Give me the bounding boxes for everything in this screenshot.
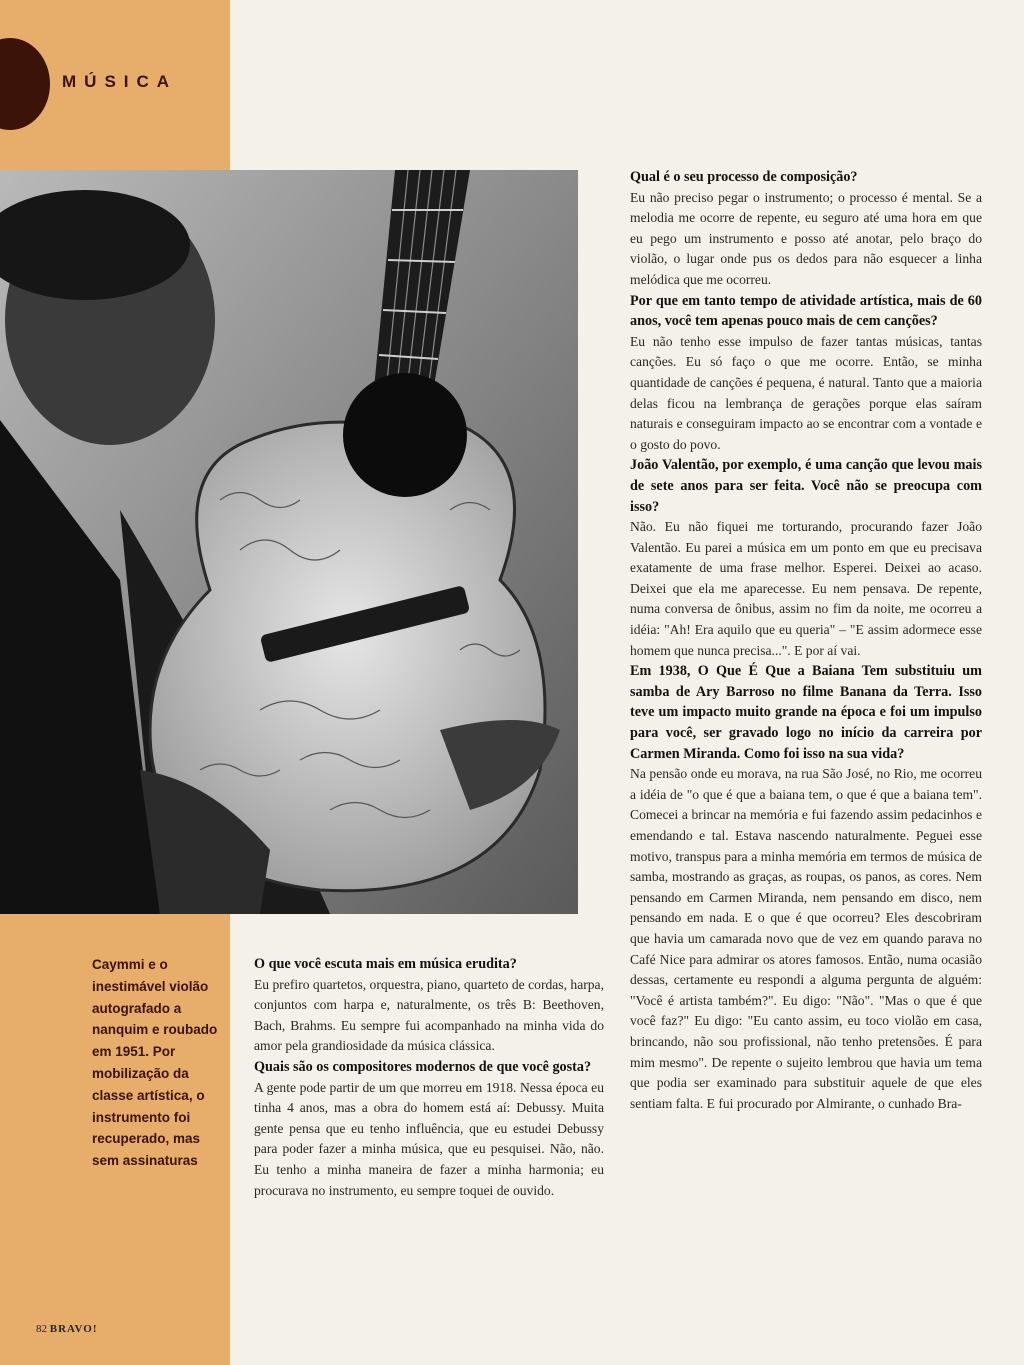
magazine-name: BRAVO! bbox=[49, 1323, 98, 1335]
photo-caymmi-guitar bbox=[0, 170, 578, 914]
page-folio bbox=[36, 1323, 98, 1335]
page-number: 82 bbox=[36, 1323, 47, 1335]
answer: Não. Eu não fiquei me torturando, procurando fazer João Valentão. Eu parei a música em um ponto em que eu precisava exatamente de uma frase melhor. Esperei. Deixei ao acaso. Deixei que ela me aparecesse. Eu nem pensava. De repente, numa conversa de ônibus, assim no fim da noite, me ocorreu a idéia: "Ah! Era aquilo que eu queria" – "E assim adormece esse homem que nunca precisa...". E por aí vai. bbox=[630, 519, 982, 658]
left-text-column bbox=[254, 954, 604, 1201]
answer: Na pensão onde eu morava, na rua São José, no Rio, me ocorreu a idéia de "o que é que a baiana tem, o que é que a baiana tem". Comecei a brincar na memória e fui fazendo assim pedacinhos e emendando e tal. Estava nascendo naturalmente. Peguei esse motivo, transpus para a minha memória em termos de música de samba, mostrando as graças, as roupas, os panos, as cores. Nem pensando em Carmen Miranda, nem pensando em disco, nem pensando em nada. E o que é que ocorreu? Eles descobriram que havia um camarada novo que de vez em quando parava no Café Nice para admirar os atores famosos. Então, numa ocasião dessas, certamente eu respondi a alguma pergunta de alguém: "Você é artista também?". Eu digo: "Não". "Mas o que é que você faz?" Eu digo: "Eu canto assim, eu toco violão em casa, brincando, não sou profissional, não tenho pretensões. É para mim mesmo". De repente o sujeito lembrou que havia um tema que podia ser examinado para substituir aquele de que eles sentiam falta. E fui procurado por Almirante, o cunhado Bra- bbox=[630, 766, 982, 1111]
question: O que você escuta mais em música erudita? bbox=[254, 956, 517, 972]
right-text-column bbox=[630, 167, 982, 1114]
question: Em 1938, O Que É Que a Baiana Tem substituiu um samba de Ary Barroso no filme Banana da Terra. Isso teve um impacto muito grande na época e foi um impulso para você, ser gravado logo no início da carreira por Carmen Miranda. Como foi isso na sua vida? bbox=[630, 663, 982, 762]
section-label: MÚSICA bbox=[62, 72, 178, 91]
question: Qual é o seu processo de composição? bbox=[630, 169, 858, 185]
question: Quais são os compositores modernos de que você gosta? bbox=[254, 1058, 592, 1075]
question: João Valentão, por exemplo, é uma canção que levou mais de sete anos para ser feita. Você não se preocupa com isso? bbox=[630, 457, 982, 515]
question: Por que em tanto tempo de atividade artística, mais de 60 anos, você tem apenas pouco mais de cem canções? bbox=[630, 292, 982, 330]
answer: Eu não tenho esse impulso de fazer tantas músicas, tantas canções. Eu só faço o que me ocorre. Então, se minha quantidade de canções é pequena, é natural. Tanto que a maioria delas ficou na lembrança de gerações porque elas saíram naturais e conseguiram impacto ao se encontrar com a vontade e o gosto do povo. bbox=[630, 333, 982, 452]
answer: Eu prefiro quartetos, orquestra, piano, quarteto de cordas, harpa, conjuntos com harpa e, naturalmente, os três B: Beethoven, Bach, Brahms. Eu sempre fui acompanhado na minha vida do amor pela grandiosidade da música clássica. bbox=[254, 976, 604, 1054]
answer: A gente pode partir de um que morreu em 1918. Nessa época eu tinha 4 anos, mas a obra do homem está aí: Debussy. Muita gente pensa que eu tenho influência, que eu estudei Debussy para poder fazer a minha música, que eu pesquisei. Não, não. Eu tenho a minha maneira de fazer a minha harmonia; eu procurava no instrumento, eu sempre toquei de ouvido. bbox=[254, 1079, 604, 1198]
photo-caption: Caymmi e o inestimável violão autografado a nanquim e roubado em 1951. Por mobilização da classe artística, o instrumento foi recuperado, mas sem assinaturas bbox=[92, 957, 218, 1169]
answer: Eu não preciso pegar o instrumento; o processo é mental. Se a melodia me ocorre de repente, eu seguro até uma hora em que eu pego um instrumento e posso até anotar, pelo braço do violão, o lugar onde pus os dedos para não esquecer a linha melódica que me ocorreu. bbox=[630, 189, 982, 287]
